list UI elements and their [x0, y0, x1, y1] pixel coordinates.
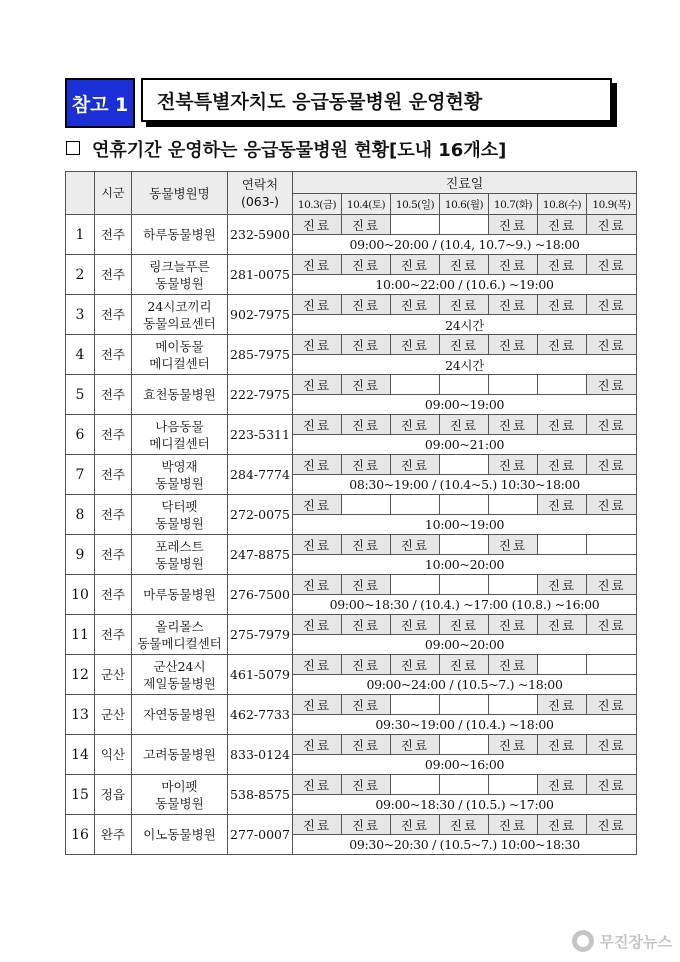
- col-header-number: [66, 172, 95, 215]
- treatment-mark: 진료: [587, 415, 637, 435]
- treatment-mark: 진료: [342, 335, 391, 355]
- treatment-mark: 진료: [293, 735, 342, 755]
- treatment-mark: 진료: [440, 655, 489, 675]
- subtitle-text: 연휴기간 운영하는 응급동물병원 현황[도내 16개소]: [92, 140, 507, 161]
- treatment-mark: 진료: [391, 735, 440, 755]
- closed-cell: [440, 495, 489, 515]
- closed-cell: [440, 375, 489, 395]
- hospital-name-line: 동물의료센터: [143, 315, 216, 331]
- closed-cell: [489, 775, 538, 795]
- operating-hours: 09:30~20:30 / (10.5~7.) 10:00~18:30: [293, 835, 637, 855]
- row-number: 9: [66, 535, 95, 575]
- row-hospital-name: [132, 295, 228, 335]
- row-phone: 275-7979: [228, 615, 293, 655]
- section-subtitle: [66, 136, 506, 162]
- treatment-mark: 진료: [293, 655, 342, 675]
- row-phone: 223-5311: [228, 415, 293, 455]
- closed-cell: [587, 655, 637, 675]
- treatment-mark: 진료: [293, 815, 342, 835]
- col-header-hospital-name: 동물병원명: [132, 172, 228, 215]
- row-city: 군산: [95, 655, 132, 695]
- closed-cell: [391, 695, 440, 715]
- closed-cell: [538, 375, 587, 395]
- row-city: 정읍: [95, 775, 132, 815]
- treatment-mark: 진료: [342, 375, 391, 395]
- treatment-mark: 진료: [587, 775, 637, 795]
- col-header-treatment-days: 진료일: [293, 172, 637, 194]
- hospital-name-line: 고려동물병원: [143, 747, 216, 762]
- treatment-mark: 진료: [293, 495, 342, 515]
- treatment-mark: 진료: [587, 815, 637, 835]
- hospital-name-line: 효천동물병원: [143, 387, 216, 402]
- col-header-city: 시군: [95, 172, 132, 215]
- treatment-mark: 진료: [440, 295, 489, 315]
- treatment-mark: 진료: [293, 215, 342, 235]
- closed-cell: [391, 775, 440, 795]
- row-number: 7: [66, 455, 95, 495]
- treatment-mark: 진료: [342, 255, 391, 275]
- hospital-name-line: 제일동물병원: [143, 675, 216, 691]
- hospital-name-line: 이노동물병원: [143, 827, 216, 842]
- treatment-mark: 진료: [440, 255, 489, 275]
- treatment-mark: 진료: [538, 615, 587, 635]
- row-number: 16: [66, 815, 95, 855]
- treatment-mark: 진료: [391, 535, 440, 555]
- date-header: 10.7(화): [489, 194, 538, 215]
- treatment-mark: 진료: [440, 615, 489, 635]
- hospital-name-line: 닥터펫: [161, 498, 198, 514]
- closed-cell: [391, 575, 440, 595]
- row-phone: 902-7975: [228, 295, 293, 335]
- treatment-mark: 진료: [587, 255, 637, 275]
- date-header: 10.3(금): [293, 194, 342, 215]
- treatment-mark: 진료: [489, 535, 538, 555]
- operating-hours: 09:00~19:00: [293, 395, 637, 415]
- treatment-mark: 진료: [391, 815, 440, 835]
- treatment-mark: 진료: [440, 815, 489, 835]
- row-city: 전주: [95, 495, 132, 535]
- hospital-name-line: 동물병원: [155, 475, 204, 491]
- table-row: [66, 575, 637, 595]
- row-number: 13: [66, 695, 95, 735]
- closed-cell: [342, 495, 391, 515]
- treatment-mark: 진료: [538, 775, 587, 795]
- treatment-mark: 진료: [342, 615, 391, 635]
- hospital-name-line: 메디컬센터: [149, 355, 210, 371]
- row-hospital-name: [132, 335, 228, 375]
- treatment-mark: 진료: [538, 495, 587, 515]
- treatment-mark: 진료: [342, 575, 391, 595]
- treatment-mark: 진료: [587, 375, 637, 395]
- row-phone: 276-7500: [228, 575, 293, 615]
- row-city: 전주: [95, 375, 132, 415]
- operating-hours: 24시간: [293, 315, 637, 335]
- row-number: 6: [66, 415, 95, 455]
- treatment-mark: 진료: [293, 775, 342, 795]
- closed-cell: [538, 655, 587, 675]
- row-number: 2: [66, 255, 95, 295]
- table-row: [66, 615, 637, 635]
- row-hospital-name: [132, 575, 228, 615]
- row-number: 3: [66, 295, 95, 335]
- treatment-mark: 진료: [293, 295, 342, 315]
- treatment-mark: 진료: [587, 695, 637, 715]
- row-number: 1: [66, 215, 95, 255]
- hospital-name-line: 동물병원: [155, 555, 204, 571]
- closed-cell: [489, 575, 538, 595]
- row-phone: 461-5079: [228, 655, 293, 695]
- closed-cell: [440, 735, 489, 755]
- row-hospital-name: [132, 655, 228, 695]
- operating-hours: 09:00~24:00 / (10.5~7.) ~18:00: [293, 675, 637, 695]
- treatment-mark: 진료: [489, 215, 538, 235]
- treatment-mark: 진료: [538, 575, 587, 595]
- row-hospital-name: [132, 495, 228, 535]
- closed-cell: [538, 535, 587, 555]
- closed-cell: [391, 375, 440, 395]
- closed-cell: [440, 535, 489, 555]
- hospital-name-line: 마이펫: [161, 778, 198, 794]
- operating-hours: 08:30~19:00 / (10.4~5.) 10:30~18:00: [293, 475, 637, 495]
- operating-hours: 09:00~16:00: [293, 755, 637, 775]
- hospital-name-line: 박영재: [161, 458, 198, 474]
- row-city: 전주: [95, 615, 132, 655]
- treatment-mark: 진료: [293, 335, 342, 355]
- date-header: 10.9(목): [587, 194, 637, 215]
- checkbox-square-icon: [66, 141, 80, 155]
- treatment-mark: 진료: [489, 615, 538, 635]
- date-header: 10.5(일): [391, 194, 440, 215]
- hospital-name-line: 하루동물병원: [143, 227, 216, 242]
- treatment-mark: 진료: [391, 655, 440, 675]
- treatment-mark: 진료: [391, 455, 440, 475]
- hospital-name-line: 24시코끼리: [147, 298, 212, 314]
- table-row: [66, 255, 637, 275]
- operating-hours: 10:00~22:00 / (10.6.) ~19:00: [293, 275, 637, 295]
- row-city: 전주: [95, 575, 132, 615]
- watermark: [572, 930, 672, 952]
- hospital-name-line: 동물병원: [155, 515, 204, 531]
- report-header: [65, 78, 612, 128]
- operating-hours: 24시간: [293, 355, 637, 375]
- row-hospital-name: [132, 415, 228, 455]
- table-row: [66, 455, 637, 475]
- row-number: 10: [66, 575, 95, 615]
- closed-cell: [391, 215, 440, 235]
- row-hospital-name: [132, 215, 228, 255]
- row-phone: 247-8875: [228, 535, 293, 575]
- closed-cell: [440, 775, 489, 795]
- treatment-mark: 진료: [293, 255, 342, 275]
- hospital-name-line: 동물메디컬센터: [137, 635, 222, 651]
- row-phone: 285-7975: [228, 335, 293, 375]
- table-row: [66, 735, 637, 755]
- table-row: [66, 695, 637, 715]
- treatment-mark: 진료: [342, 215, 391, 235]
- table-body: [66, 215, 637, 855]
- operating-hours: 09:00~18:30 / (10.5.) ~17:00: [293, 795, 637, 815]
- treatment-mark: 진료: [440, 335, 489, 355]
- row-city: 전주: [95, 295, 132, 335]
- operating-hours: 09:00~21:00: [293, 435, 637, 455]
- treatment-mark: 진료: [293, 375, 342, 395]
- hospital-name-line: 군산24시: [153, 658, 206, 674]
- treatment-mark: 진료: [293, 695, 342, 715]
- hospital-name-line: 올리몰스: [155, 618, 204, 634]
- treatment-mark: 진료: [293, 575, 342, 595]
- treatment-mark: 진료: [538, 815, 587, 835]
- treatment-mark: 진료: [342, 775, 391, 795]
- table-row: [66, 775, 637, 795]
- closed-cell: [440, 215, 489, 235]
- row-city: 익산: [95, 735, 132, 775]
- operating-hours: 10:00~19:00: [293, 515, 637, 535]
- hospital-name-line: 동물병원: [155, 275, 204, 291]
- row-city: 전주: [95, 415, 132, 455]
- treatment-mark: 진료: [342, 695, 391, 715]
- row-hospital-name: [132, 815, 228, 855]
- operating-hours: 09:30~19:00 / (10.4.) ~18:00: [293, 715, 637, 735]
- operating-hours: 09:00~20:00 / (10.4, 10.7~9.) ~18:00: [293, 235, 637, 255]
- treatment-mark: 진료: [489, 255, 538, 275]
- date-header: 10.4(토): [342, 194, 391, 215]
- row-city: 전주: [95, 255, 132, 295]
- treatment-mark: 진료: [538, 255, 587, 275]
- closed-cell: [391, 495, 440, 515]
- treatment-mark: 진료: [391, 255, 440, 275]
- treatment-mark: 진료: [538, 735, 587, 755]
- operating-hours: 09:00~20:00: [293, 635, 637, 655]
- closed-cell: [440, 575, 489, 595]
- treatment-mark: 진료: [391, 415, 440, 435]
- treatment-mark: 진료: [587, 615, 637, 635]
- table-row: [66, 295, 637, 315]
- closed-cell: [489, 695, 538, 715]
- closed-cell: [587, 535, 637, 555]
- row-phone: 222-7975: [228, 375, 293, 415]
- table-row: [66, 655, 637, 675]
- treatment-mark: 진료: [293, 415, 342, 435]
- treatment-mark: 진료: [293, 615, 342, 635]
- treatment-mark: 진료: [391, 615, 440, 635]
- treatment-mark: 진료: [293, 455, 342, 475]
- row-number: 14: [66, 735, 95, 775]
- table-row: [66, 375, 637, 395]
- operating-hours: 09:00~18:30 / (10.4.) ~17:00 (10.8.) ~16:00: [293, 595, 637, 615]
- treatment-mark: 진료: [587, 215, 637, 235]
- row-number: 8: [66, 495, 95, 535]
- treatment-mark: 진료: [538, 335, 587, 355]
- treatment-mark: 진료: [489, 655, 538, 675]
- hospital-name-line: 메이동물: [155, 338, 204, 354]
- row-city: 군산: [95, 695, 132, 735]
- row-phone: 277-0007: [228, 815, 293, 855]
- row-number: 15: [66, 775, 95, 815]
- closed-cell: [440, 455, 489, 475]
- row-phone: 833-0124: [228, 735, 293, 775]
- hospital-name-line: 마루동물병원: [143, 587, 216, 602]
- row-hospital-name: [132, 535, 228, 575]
- closed-cell: [489, 495, 538, 515]
- treatment-mark: 진료: [489, 815, 538, 835]
- row-hospital-name: [132, 775, 228, 815]
- row-hospital-name: [132, 255, 228, 295]
- treatment-mark: 진료: [538, 455, 587, 475]
- row-number: 4: [66, 335, 95, 375]
- treatment-mark: 진료: [391, 335, 440, 355]
- hospital-name-line: 자연동물병원: [143, 707, 216, 722]
- treatment-mark: 진료: [587, 335, 637, 355]
- treatment-mark: 진료: [538, 215, 587, 235]
- hospital-name-line: 포레스트: [155, 538, 204, 554]
- treatment-mark: 진료: [587, 295, 637, 315]
- news-logo-icon: [572, 930, 594, 952]
- table-row: [66, 335, 637, 355]
- closed-cell: [440, 695, 489, 715]
- treatment-mark: 진료: [489, 295, 538, 315]
- treatment-mark: 진료: [391, 295, 440, 315]
- row-city: 전주: [95, 535, 132, 575]
- row-hospital-name: [132, 455, 228, 495]
- row-hospital-name: [132, 615, 228, 655]
- row-number: 11: [66, 615, 95, 655]
- table-row: [66, 535, 637, 555]
- table-row: [66, 815, 637, 835]
- hospital-name-line: 메디컬센터: [149, 435, 210, 451]
- hospital-name-line: 나음동물: [155, 418, 204, 434]
- row-city: 전주: [95, 215, 132, 255]
- row-hospital-name: [132, 695, 228, 735]
- treatment-mark: 진료: [538, 695, 587, 715]
- reference-badge: 참고 1: [65, 78, 135, 128]
- col-header-contact: [228, 172, 293, 215]
- treatment-mark: 진료: [293, 535, 342, 555]
- table-row: [66, 215, 637, 235]
- hospital-table: [65, 171, 637, 855]
- treatment-mark: 진료: [538, 295, 587, 315]
- closed-cell: [489, 375, 538, 395]
- treatment-mark: 진료: [538, 415, 587, 435]
- treatment-mark: 진료: [342, 815, 391, 835]
- treatment-mark: 진료: [489, 735, 538, 755]
- row-hospital-name: [132, 375, 228, 415]
- hospital-name-line: 동물병원: [155, 795, 204, 811]
- row-phone: 281-0075: [228, 255, 293, 295]
- col-header-contact-area-code: (063-): [240, 194, 280, 209]
- watermark-text: 무진장뉴스: [599, 932, 672, 951]
- operating-hours: 10:00~20:00: [293, 555, 637, 575]
- treatment-mark: 진료: [587, 575, 637, 595]
- table-row: [66, 495, 637, 515]
- treatment-mark: 진료: [342, 735, 391, 755]
- table-row: [66, 415, 637, 435]
- treatment-mark: 진료: [342, 415, 391, 435]
- row-phone: 232-5900: [228, 215, 293, 255]
- page-title: 전북특별자치도 응급동물병원 운영현황: [141, 78, 612, 122]
- treatment-mark: 진료: [587, 455, 637, 475]
- treatment-mark: 진료: [342, 655, 391, 675]
- treatment-mark: 진료: [489, 455, 538, 475]
- treatment-mark: 진료: [587, 495, 637, 515]
- row-number: 5: [66, 375, 95, 415]
- row-hospital-name: [132, 735, 228, 775]
- row-city: 전주: [95, 455, 132, 495]
- row-phone: 462-7733: [228, 695, 293, 735]
- row-city: 완주: [95, 815, 132, 855]
- date-header: 10.6(월): [440, 194, 489, 215]
- treatment-mark: 진료: [489, 335, 538, 355]
- treatment-mark: 진료: [342, 295, 391, 315]
- row-number: 12: [66, 655, 95, 695]
- row-phone: 538-8575: [228, 775, 293, 815]
- col-header-contact-label: 연락처: [241, 177, 279, 192]
- treatment-mark: 진료: [489, 415, 538, 435]
- row-phone: 284-7774: [228, 455, 293, 495]
- treatment-mark: 진료: [440, 415, 489, 435]
- treatment-mark: 진료: [342, 535, 391, 555]
- treatment-mark: 진료: [342, 455, 391, 475]
- date-header: 10.8(수): [538, 194, 587, 215]
- row-city: 전주: [95, 335, 132, 375]
- treatment-mark: 진료: [587, 735, 637, 755]
- row-phone: 272-0075: [228, 495, 293, 535]
- hospital-name-line: 링크늘푸른: [149, 258, 210, 274]
